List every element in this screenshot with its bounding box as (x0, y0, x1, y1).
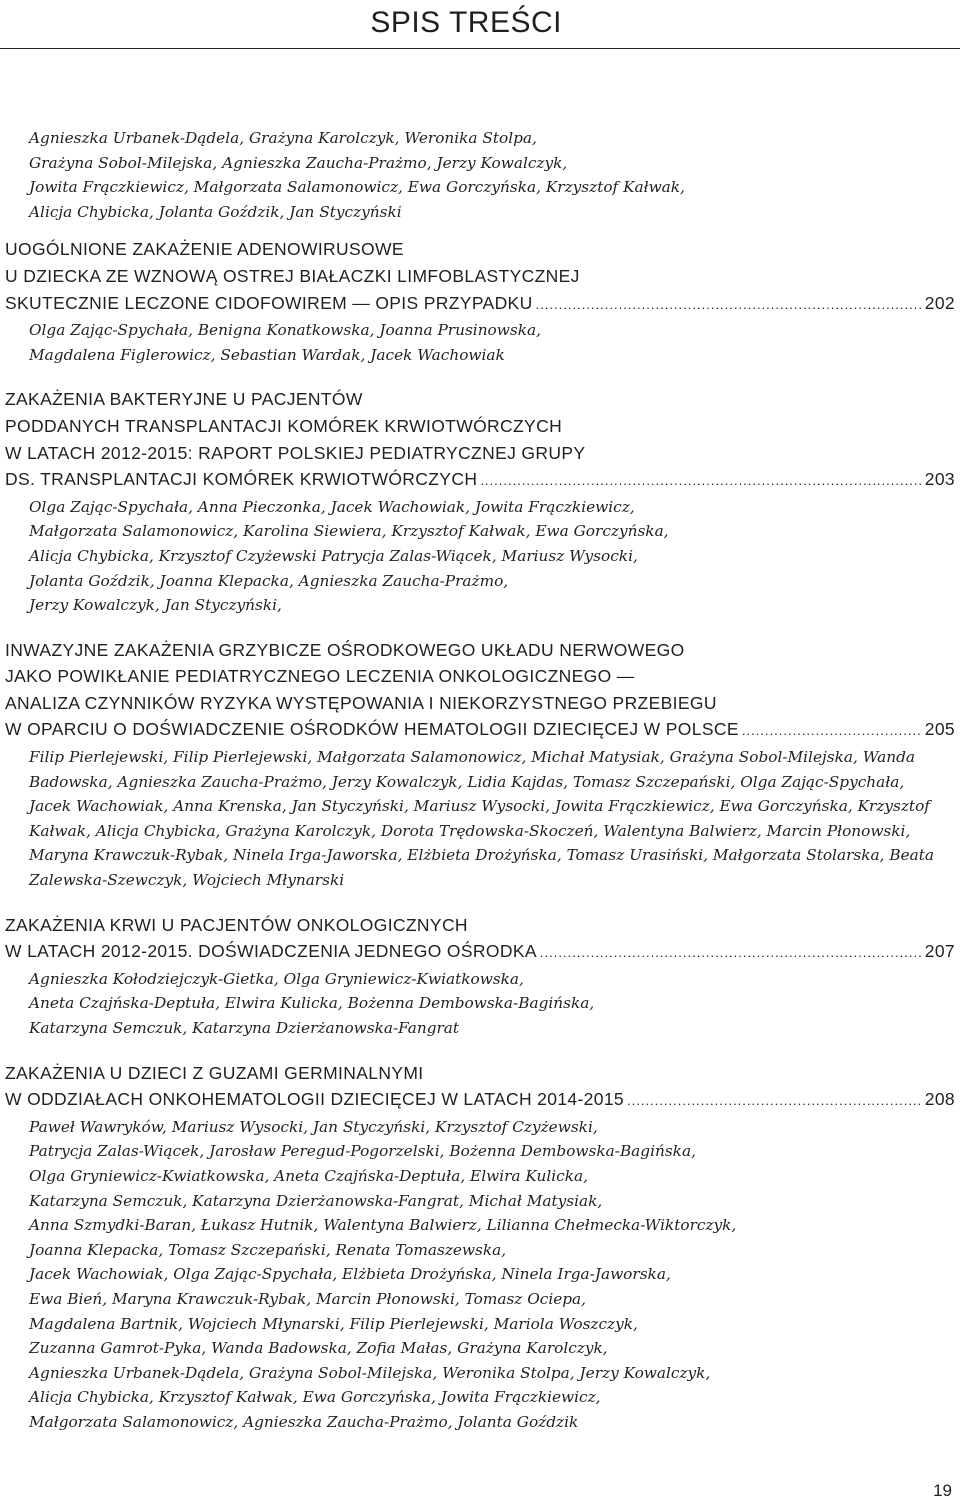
author-line: Małgorzata Salamonowicz, Karolina Siewiera, Krzysztof Kałwak, Ewa Gorczyńska, (29, 522, 669, 541)
author-line: Olga Gryniewicz-Kwiatkowska, Aneta Czajńska-Deptuła, Elwira Kulicka, (29, 1166, 588, 1185)
toc-entry[interactable] (5, 912, 955, 1041)
page-header (0, 0, 960, 48)
dot-leader (536, 292, 922, 319)
author-line: Katarzyna Semczuk, Katarzyna Dzierżanowska-Fangrat, Michał Matysiak, (29, 1191, 603, 1210)
entry-title-line: W LATACH 2012-2015: RAPORT POLSKIEJ PEDIATRYCZNEJ GRUPY (5, 442, 586, 463)
header-rule (0, 48, 960, 49)
author-line: Joanna Klepacka, Tomasz Szczepański, Renata Tomaszewska, (29, 1240, 507, 1259)
entry-title-text: W ODDZIAŁACH ONKOHEMATOLOGII DZIECIĘCEJ W LATACH 2014-2015 (5, 1089, 624, 1110)
entry-title-line: INWAZYJNE ZAKAŻENIA GRZYBICZE OŚRODKOWEGO UKŁADU NERWOWEGO (5, 639, 685, 660)
author-line: Olga Zając-Spychała, Anna Pieczonka, Jacek Wachowiak, Jowita Frączkiewicz, (29, 497, 635, 516)
entry-title-line (5, 716, 955, 745)
dot-leader (742, 718, 922, 745)
entry-title-text: W OPARCIU O DOŚWIADCZENIE OŚRODKÓW HEMATOLOGII DZIECIĘCEJ W POLSCE (5, 719, 739, 740)
entry-title-line (5, 290, 955, 319)
entry-page-number: 202 (924, 292, 955, 313)
entry-page-number: 208 (924, 1089, 955, 1110)
author-line: Jolanta Goździk, Joanna Klepacka, Agnieszka Zaucha-Prażmo, (29, 571, 509, 590)
entry-page-number: 205 (924, 719, 955, 740)
toc-entry[interactable] (5, 236, 955, 367)
entry-title-text: DS. TRANSPLANTACJI KOMÓREK KRWIOTWÓRCZYCH (5, 469, 478, 490)
entry-title-line (5, 938, 955, 967)
entry-title-line (5, 1086, 955, 1115)
author-line: Grażyna Sobol-Milejska, Agnieszka Zaucha-Prażmo, Jerzy Kowalczyk, (29, 153, 568, 172)
author-line: Katarzyna Semczuk, Katarzyna Dzierżanowska-Fangrat (29, 1019, 460, 1037)
dot-leader (480, 468, 921, 495)
toc-entry[interactable] (5, 1060, 955, 1435)
page-title: SPIS TREŚCI (370, 6, 562, 39)
author-line: Agnieszka Kołodziejczyk-Gietka, Olga Gryniewicz-Kwiatkowska, (29, 969, 524, 988)
author-line: Magdalena Figlerowicz, Sebastian Wardak, Jacek Wachowiak (29, 345, 505, 364)
author-line: Kałwak, Alicja Chybicka, Grażyna Karolczyk, Dorota Trędowska-Skoczeń, Walentyna Balwierz, Marcin Płonowski, (29, 821, 911, 840)
author-line: Ewa Bień, Maryna Krawczuk-Rybak, Marcin Płonowski, Tomasz Ociepa, (29, 1289, 587, 1308)
entry-title-line: U DZIECKA ZE WZNOWĄ OSTREJ BIAŁACZKI LIMFOBLASTYCZNEJ (5, 265, 580, 286)
toc-entry[interactable] (5, 637, 955, 893)
author-line: Maryna Krawczuk-Rybak, Ninela Irga-Jaworska, Elżbieta Drożyńska, Tomasz Urasiński, Małgorzata Stolarska, Beata (29, 846, 935, 865)
author-line: Alicja Chybicka, Jolanta Goździk, Jan Styczyński (29, 202, 402, 221)
entry-title-line (5, 466, 955, 495)
entry-title-text: W LATACH 2012-2015. DOŚWIADCZENIA JEDNEGO OŚRODKA (5, 941, 537, 962)
entry-page-number: 203 (924, 469, 955, 490)
author-line: Jacek Wachowiak, Olga Zając-Spychała, Elżbieta Drożyńska, Ninela Irga-Jaworska, (29, 1265, 671, 1284)
author-line: Badowska, Agnieszka Zaucha-Prażmo, Jerzy Kowalczyk, Lidia Kajdas, Tomasz Szczepański, Olga Zając-Spychała, (29, 772, 905, 791)
toc-entry[interactable] (5, 386, 955, 617)
author-line: Anna Szmydki-Baran, Łukasz Hutnik, Walentyna Balwierz, Lilianna Chełmecka-Wiktorczyk, (29, 1216, 737, 1235)
author-line: Zuzanna Gamrot-Pyka, Wanda Badowska, Zofia Małas, Grażyna Karolczyk, (29, 1339, 608, 1358)
entry-title-line: ZAKAŻENIA KRWI U PACJENTÓW ONKOLOGICZNYCH (5, 914, 468, 935)
entry-title-text: SKUTECZNIE LECZONE CIDOFOWIREM — OPIS PRZYPADKU (5, 292, 533, 313)
author-line: Alicja Chybicka, Krzysztof Kałwak, Ewa Gorczyńska, Jowita Frączkiewicz, (29, 1388, 601, 1407)
entry-title-line: ZAKAŻENIA BAKTERYJNE U PACJENTÓW (5, 389, 363, 410)
author-line: Jowita Frączkiewicz, Małgorzata Salamonowicz, Ewa Gorczyńska, Krzysztof Kałwak, (29, 178, 685, 197)
entry-title-line: UOGÓLNIONE ZAKAŻENIE ADENOWIRUSOWE (5, 239, 404, 260)
table-of-contents (5, 126, 955, 1454)
author-line: Jerzy Kowalczyk, Jan Styczyński, (29, 596, 282, 615)
author-line: Agnieszka Urbanek-Dądela, Grażyna Karolczyk, Weronika Stolpa, (29, 129, 537, 147)
author-line: Magdalena Bartnik, Wojciech Młynarski, Filip Pierlejewski, Mariola Woszczyk, (29, 1314, 638, 1333)
entry-page-number: 207 (924, 941, 955, 962)
author-line: Małgorzata Salamonowicz, Agnieszka Zaucha-Prażmo, Jolanta Goździk (29, 1412, 579, 1431)
author-line: Olga Zając-Spychała, Benigna Konatkowska, Joanna Prusinowska, (29, 321, 541, 340)
entry-title-line: PODDANYCH TRANSPLANTACJI KOMÓREK KRWIOTWÓRCZYCH (5, 415, 563, 436)
author-line: Aneta Czajńska-Deptuła, Elwira Kulicka, Bożenna Dembowska-Bagińska, (29, 994, 595, 1013)
dot-leader (540, 940, 922, 967)
page-number: 19 (933, 1481, 952, 1500)
author-line: Paweł Wawryków, Mariusz Wysocki, Jan Styczyński, Krzysztof Czyżewski, (29, 1117, 598, 1136)
author-line: Jacek Wachowiak, Anna Krenska, Jan Styczyński, Mariusz Wysocki, Jowita Frączkiewicz, Ewa Gorczyńska, Krzysztof (29, 797, 930, 816)
author-line: Patrycja Zalas-Wiącek, Jarosław Peregud-Pogorzelski, Bożenna Dembowska-Bagińska, (29, 1142, 696, 1161)
dot-leader (627, 1088, 922, 1115)
toc-intro-authors (5, 126, 955, 224)
entry-title-line: ANALIZA CZYNNIKÓW RYZYKA WYSTĘPOWANIA I NIEKORZYSTNEGO PRZEBIEGU (5, 692, 717, 713)
entry-title-line: ZAKAŻENIA U DZIECI Z GUZAMI GERMINALNYMI (5, 1062, 424, 1083)
author-line: Filip Pierlejewski, Filip Pierlejewski, Małgorzata Salamonowicz, Michał Matysiak, Grażyna Sobol-Milejska, Wanda (29, 748, 915, 767)
author-line: Zalewska-Szewczyk, Wojciech Młynarski (29, 871, 345, 890)
entry-title-line: JAKO POWIKŁANIE PEDIATRYCZNEGO LECZENIA ONKOLOGICZNEGO — (5, 666, 635, 687)
author-line: Alicja Chybicka, Krzysztof Czyżewski Patrycja Zalas-Wiącek, Mariusz Wysocki, (29, 546, 638, 565)
author-line: Agnieszka Urbanek-Dądela, Grażyna Sobol-Milejska, Weronika Stolpa, Jerzy Kowalczyk, (29, 1363, 711, 1382)
